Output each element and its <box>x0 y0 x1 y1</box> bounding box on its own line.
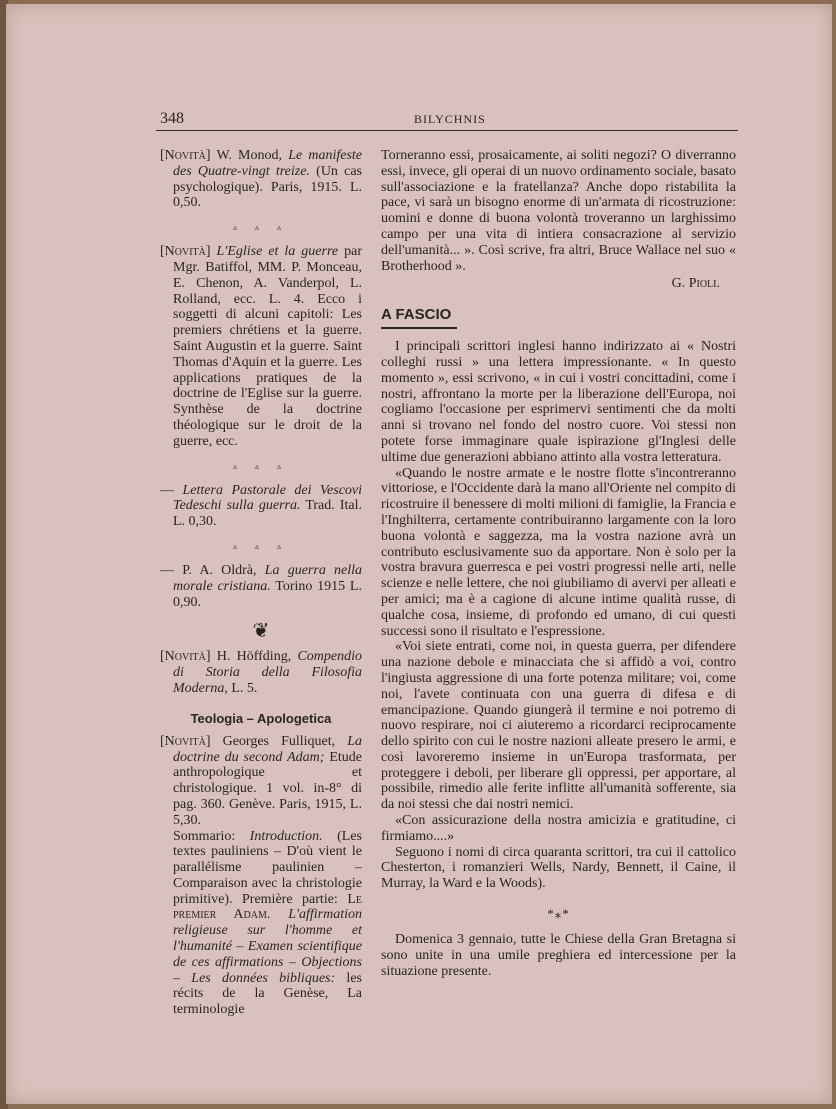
summary-text: (Les textes pauliniens – D'où vient le parallélisme paulinien – Comparaison avec la christologie primitive). Première partie: <box>173 828 362 907</box>
entry-details: par Mgr. Batiffol, MM. P. Monceau, E. Chenon, A. Vanderpol, L. Rolland, ecc. L. 4. Ecco i soggetti di alcuni capitoli: Les premiers chrétiens et la guerre. Saint Augustin et la guerre. Saint Thomas d'Aquin et la guerre. Les applications pratiques de la doctrine de l'Eglise sur la guerre. Synthèse de la doctrine théologique sur le droit de la guerre, ecc. <box>173 244 362 449</box>
paragraph-letter-armies: «Quando le nostre armate e le nostre flotte s'incontreranno vittoriose, e l'Occidente darà la mano all'Oriente nel compito di ricostruire il benessere di molti milioni di famiglie, la Francia e l'Inghilterra, certamente contribuiranno largamente con la loro buona volontà e saggezza, ma la vostra nazione avrà un contributo esclusivamente suo da apportare. Non è solo per la vostra bravura guerresca e pei vostri progressi nelle arti, nelle scienze e nelle lettere, che noi giubiliamo di avervi per alleati e per amici; ma è a cagione di alcune intime qualità russe, di qualche cosa, insieme, di profondo ed umano, di cui questi successi sono il risultato e l'espressione. <box>381 465 736 639</box>
header-rule <box>156 130 738 131</box>
entry-title: La guerra nella morale cristiana. <box>173 562 363 594</box>
book-entry-batiffol <box>160 244 362 449</box>
section-underline <box>381 327 457 329</box>
separator-triangles: ▵ ▵ ▵ <box>232 223 290 233</box>
summary-italic-text: L'affirmation religieuse sur l'homme et l'humanité – Examen scientifique de ces affirmations – Objections – Les données bibliques: <box>173 907 362 986</box>
entry-title: Le manifeste des Quatre-vingt treize. <box>173 148 363 179</box>
entry-title: Compendio di Storia della Filosofia Moderna, <box>173 649 362 696</box>
page-header <box>157 108 737 132</box>
entry-details: Trad. Ital. L. 0,30. <box>173 498 362 530</box>
entry-author: H. Höffding, <box>210 649 298 665</box>
summary-label: Sommario: <box>173 828 250 844</box>
paragraph-signatories: Seguono i nomi di circa quaranta scrittori, tra cui il cattolico Chesterton, i romanzieri Wells, Nardy, Bennett, il Caine, il Murray, la Ward e la Woods). <box>381 844 736 892</box>
paragraph-letter-war: «Voi siete entrati, come noi, in questa guerra, per difendere una nazione debole e minacciata che si affidò a voi, contro l'ingiusta aggressione di una forte potenza militare; voi, come noi, l'avete continuata con una guerra di difesa e di emancipazione. Quando giungerà il termine e noi potremo di nuovo respirare, noi ci aiuteremo a ricordarci reciprocamente dello spirito con cui le nostre nazioni alleate presero le armi, e così lavoreremo insieme in un'Europa trasformata, per proteggere i deboli, per liberare gli oppressi, per apportare, al possibile, rimedio alle ferite inflitte all'umanità sofferente, sia da noi stessi che dai nostri nemici. <box>381 639 736 813</box>
leaf-ornament-icon: ❦ <box>252 620 270 643</box>
summary-tail: les récits de la Genèse, La terminologie <box>173 970 362 1018</box>
entry-details: Etude anthropologique et christologique. 1 vol. in-8° di pag. 360. Genève. Paris, 1915, L. 5,30. <box>173 749 362 828</box>
book-entry-hoffding <box>160 649 362 696</box>
book-entry-fulliquet <box>160 734 362 829</box>
entry-details: L. 5. <box>227 680 258 696</box>
separator-triangles: ▵ ▵ ▵ <box>232 461 290 471</box>
right-column <box>381 148 736 979</box>
section-heading-teologia: Teologia – Apologetica <box>190 710 332 726</box>
entry-title: La doctrine du second Adam; <box>173 733 362 765</box>
entry-tag: [Novità] <box>160 649 211 665</box>
summary-paragraph <box>160 829 362 1019</box>
asterism-separator: *⁎* <box>547 906 570 922</box>
entry-tag: [Novità] <box>160 733 211 749</box>
book-entry-lettera-pastorale <box>160 483 362 530</box>
entry-tag: [Novità] <box>160 148 211 163</box>
summary-part-title: Le premier Adam. <box>173 891 362 923</box>
entry-title: L'Eglise et la guerre <box>210 244 339 260</box>
section-heading-a-fascio: A FASCIO <box>381 306 452 324</box>
page-number: 348 <box>160 110 184 127</box>
book-entry-oldra <box>160 563 362 610</box>
running-head: BILYCHNIS <box>414 112 486 126</box>
entry-details: (Un cas psychologique). Paris, 1915. L. 0,50. <box>173 163 362 211</box>
entry-title: Lettera Pastorale dei Vescovi Tedeschi sulla guerra. <box>173 482 363 514</box>
entry-details: Torino 1915 L. 0,90. <box>173 578 362 610</box>
entry-author: Georges Fulliquet, <box>210 733 348 749</box>
entry-author: W. Monod, <box>210 148 289 163</box>
left-column <box>160 148 362 1018</box>
entry-author: — P. A. Oldrà, <box>160 562 265 578</box>
book-entry-monod <box>160 148 362 211</box>
summary-intro: Introduction. <box>249 828 323 844</box>
paragraph-prayer: Domenica 3 gennaio, tutte le Chiese della Gran Bretagna si sono unite in una umile preghiera ed intercessione per la situazione presente. <box>381 932 736 979</box>
paragraph-continuation: Torneranno essi, prosaicamente, ai soliti negozi? O diverranno essi, invece, gli operai di un nuovo ordinamento sociale, basato sull'associazione e la fratellanza? Anche dopo ristabilita la pace, vi sarà un bisogno enorme di un'armata di ricostruzione: uomini e donne di buona volontà troveranno un larghissimo campo per una vita di intiera consacrazione al servizio dell'umanità... ». Così scrive, fra altri, Bruce Wallace nel suo « Brotherhood ». <box>381 148 736 274</box>
paragraph-letter-intro: I principali scrittori inglesi hanno indirizzato ai « Nostri colleghi russi » una lettera impressionante. « In questo momento », essi scrivono, « in cui i vostri concittadini, come i nostri, affrontano la morte per la liberazione dell'Europa, noi cogliamo l'occasione per esprimervi sentimenti che da molti anni si trovano nel fondo del nostro cuore. Voi stessi non potete forse immaginare quale ispirazione gl'Inglesi delle ultime due generazioni abbiano attinto alla vostra letteratura. <box>381 339 736 465</box>
separator-triangles: ▵ ▵ ▵ <box>232 541 290 551</box>
entry-tag: [Novità] <box>160 244 211 260</box>
entry-dash: — <box>160 482 183 498</box>
paragraph-letter-closing: «Con assicurazione della nostra amicizia e gratitudine, ci firmiamo....» <box>381 813 736 844</box>
author-signature: G. Pioli. <box>671 276 720 292</box>
